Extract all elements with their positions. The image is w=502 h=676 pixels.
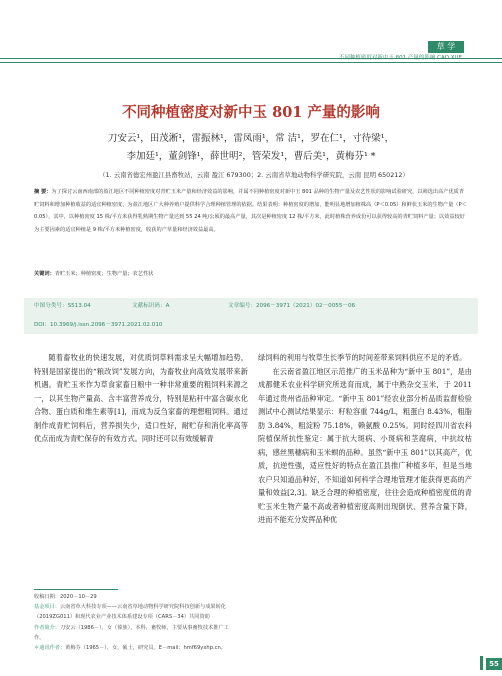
authors-line-1: 刀安云¹，田茂淅¹，雷振林¹，雷凤雨¹，常 洁¹，罗在仁¹，寸待梁¹，: [107, 133, 395, 144]
page-marker: [480, 656, 483, 670]
corresponding-author: [34, 643, 234, 653]
clc-number: 中图分类号：S513.04: [34, 303, 91, 309]
running-title: 不同种植密度对新中玉 801 产量的影响 CAO XUE: [338, 55, 462, 61]
corresponding-label: ＊通讯作者：: [34, 645, 66, 652]
document-code: 文献标识码：A: [132, 303, 170, 309]
authors-line-2: 李加廷¹，董剑锋¹，薛世明²，管荣发¹，曹后美¹，黄梅芬¹ *: [126, 151, 376, 162]
body-column-right: [258, 351, 472, 527]
abstract: [34, 186, 468, 236]
keywords-text: 青贮玉米；种植密度；生物产量；农艺性状: [54, 271, 154, 277]
abstract-label: 摘 要：: [34, 189, 52, 195]
body-paragraph: 随着畜牧业的快速发展，对优质饲草料需求呈大幅增加趋势，特别是国家提出的“粮改饲”发展方向，为畜牧业向高效发展带来新机遇。青贮玉米作为草食家畜日粮中一种非常重要的粗饲料来源之一，以其生物产量高、含丰富营养成分，特别是粘秆中富含碳水化合物、蛋白质和维生素等[1]，而成为反刍家畜的理想粗饲料。通过制作成青贮饲料后，营养损失少，适口性好，耐贮存和消化率高等优点而成为青贮保存的有效方式。同时还可以有效缓解青: [34, 353, 248, 443]
received-date: 收稿日期：2020－10－29: [34, 594, 97, 600]
metadata-row: [34, 301, 355, 309]
author-bio-text: 刀安云（1986－），女（傣族），本科，畜牧师，主要从事畜牧技术推广工作。: [34, 624, 229, 641]
article-title: 不同种植密度对新中玉 801 产量的影响: [122, 104, 380, 121]
abstract-text: 为了探讨云南西南部的盈江地区不同种植密度对青贮玉米产量和经济效益的影响，并属不同种植密度对新中玉 801 品种的生物产量及农艺性状的影响试验研究，以筛选出高产优质青贮饲料和增加种植收益的适宜种植密度，为盈江地区广大种养殖户提供科学合理种植管理的依据。结果表明：种植密度的增加，能明显地增加植株高（P＜0.05）和鲜状玉米的生物产量（P＜0.05），其中，以种植密度 15 株/平方米获得乳熟期生物产量达到 55 24 吨/公顷的最高产量，其次是种植密度 12 株/平方米，此时植株营养成份可以获得较高的青贮饲料产量；以效益较好为主要因素的适宜种植是 9 株/平方米种植密度，收获的产草量和经济效益最高。: [34, 189, 467, 233]
doi: DOI：10.3969/j.issn.2096－3971.2021.02.010: [34, 322, 163, 328]
article-number: 文章编号：2096－3971（2021）02－0055－06: [228, 303, 356, 309]
keywords: [34, 270, 153, 277]
footnotes: [34, 592, 234, 653]
fund-label: 基金项目：: [34, 604, 60, 611]
body-column-left: [34, 351, 248, 446]
fund-text: 云南省草大科技专项——云南省草地动物科学研究院科技创新与成果转化（2019ZG011）和现代农业产业技术体系建设专项（CARS－34）共同资助: [34, 604, 226, 621]
affiliation: （1. 云南省德宏州盈江县畜牧站，云南 盈江 679300；2. 云南省草地动物科学研究院，云南 昆明 650212）: [99, 171, 409, 179]
keywords-label: 关键词：: [34, 271, 55, 277]
corresponding-text: 黄梅芬（1965－），女，硕士，研究员。E－mail：hmf69yxhp.cn。: [65, 645, 226, 652]
author-bio-label: 作者简介：: [34, 624, 60, 631]
body-paragraph: 在云南省盈江地区示范推广的玉米品种为“新中玉 801”，是由成都健禾农业科学研究所选育而成，属于中熟杂交玉米，于 2011 年通过贵州省品种审定。“新中玉 801”经农业部分析品质监督检验测试中心测试结果显示：籽粒容重 744g/L，粗蛋白 8.43%，粗脂肪 3.84%，粗淀粉 75.18%，赖氨酸 0.25%。同时经四川省农科院植保所抗性鉴定：属于抗大斑病、小斑病和茎腐病，中抗纹枯病，感丝黑穗病和玉米螟的品种。虽然“新中玉 801”以其高产，优质，抗逆性强，适应性好的特点在盈江县推广种植多年，但是当地农户只知道品种好，不知道如何科学合理地管理才能获得更高的产量和效益[2,3]。缺乏合理的种植密度，往往会造成种植密度低的青贮玉米生物产量不高或者种植密度高则出现倒伏、营养含量下降，进而不能充分发挥品种优: [258, 366, 472, 524]
page-number: 55: [486, 658, 502, 670]
body-paragraph: 绿饲料的利用与牧草生长季节的时间差带来饲料供应不足的矛盾。: [258, 353, 467, 362]
section-label: 草 学: [428, 41, 464, 53]
header-rule-2: [0, 62, 502, 63]
author-bio: [34, 623, 234, 643]
footnote-rule: [34, 589, 118, 590]
author-list: [70, 130, 432, 166]
fund-note: [34, 602, 234, 622]
